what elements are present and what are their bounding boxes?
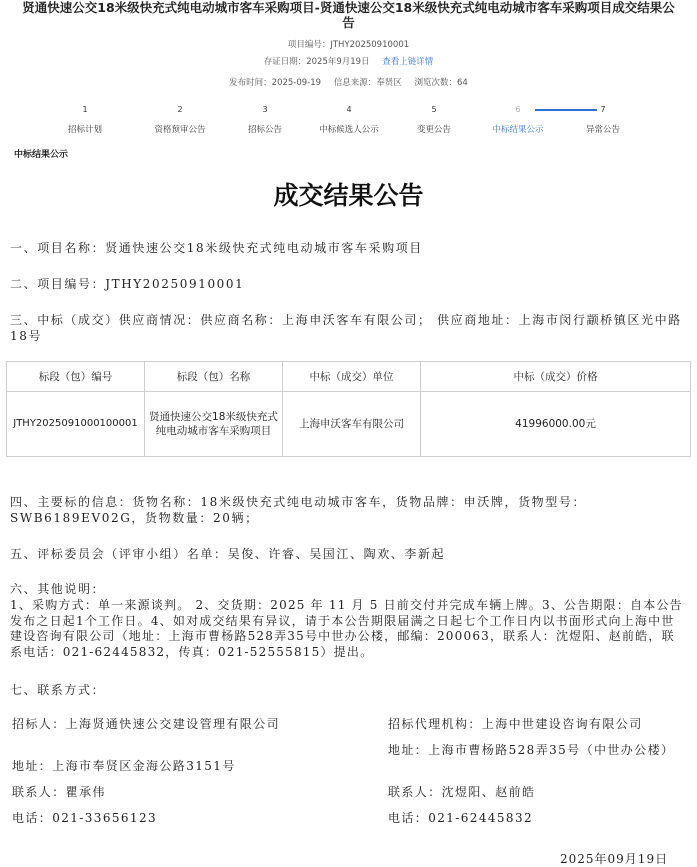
footer-date: 2025年09月19日: [560, 852, 669, 866]
project-number-line: [0, 38, 697, 50]
step-label: 资格预审公告: [154, 125, 206, 135]
column-header: 中标（成交）价格: [421, 362, 691, 392]
main-items-info: 四、主要标的信息：货物名称：18米级快充式纯电动城市客车，货物品牌：申沃牌，货物型号：SWB6189EV02G，货物数量：20辆；: [10, 495, 587, 525]
step-label: 中标候选人公示: [319, 125, 379, 135]
step-number: 1: [82, 105, 88, 114]
result-table: [6, 361, 691, 457]
deposit-line: [0, 55, 697, 67]
document-title: 成交结果公告: [273, 181, 424, 210]
project-number-label: 项目编号：: [287, 40, 331, 50]
step-4[interactable]: [304, 104, 394, 136]
step-7[interactable]: [558, 104, 648, 136]
step-6-active[interactable]: [473, 104, 563, 136]
column-header: 标段（包）名称: [145, 362, 283, 392]
project-code: 二、项目编号：JTHY20250910001: [10, 277, 245, 291]
step-number: 2: [177, 105, 183, 114]
page-title: 贤通快速公交18米级快充式纯电动城市客车采购项目-贤通快速公交18米级快充式纯电动城市客车采购项目成交结果公告: [22, 0, 675, 30]
step-number: 6: [515, 105, 521, 114]
column-header: 标段（包）编号: [7, 362, 145, 392]
step-3[interactable]: [220, 104, 310, 136]
tenderer-name: 招标人：上海贤通快速公交建设管理有限公司: [12, 717, 281, 731]
deposit-label: 存证日期：: [263, 57, 307, 67]
supplier-info: 三、中标（成交）供应商情况：供应商名称：上海申沃客车有限公司； 供应商地址：上海市闵行颛桥镇区光中路18号: [10, 313, 682, 343]
review-committee: 五、评标委员会（评审小组）名单：吴俊、许睿、吴国江、陶欢、李新起: [10, 547, 446, 561]
winning-unit-cell: 上海申沃客车有限公司: [283, 392, 421, 457]
deposit-date: 2025年9月19日: [306, 57, 370, 67]
step-label: 变更公告: [416, 125, 451, 135]
publish-time: 发布时间：2025-09-19: [229, 78, 322, 88]
agency-address: 地址：上海市曹杨路528弄35号（中世办公楼）: [388, 743, 675, 757]
process-steps: [40, 104, 690, 140]
agency-contact: 联系人：沈煜阳、赵前皓: [388, 785, 536, 799]
agency-phone: 电话：021-62445832: [388, 811, 534, 825]
publish-info-line: [0, 76, 697, 88]
step-label: 招标公告: [247, 125, 282, 135]
contact-section-title: 七、联系方式：: [10, 683, 106, 697]
info-source: 信息来源：奉贤区: [333, 78, 402, 88]
table-row: [7, 392, 691, 457]
step-number: 3: [262, 105, 268, 114]
column-header: 中标（成交）单位: [283, 362, 421, 392]
step-number: 7: [600, 105, 606, 114]
tenderer-address: 地址：上海市奉贤区金海公路3151号: [12, 759, 236, 773]
lot-number-cell: JTHY2025091000100001: [7, 392, 145, 457]
view-chain-details-link[interactable]: 查看上链详情: [382, 57, 434, 67]
other-notes-title: 六、其他说明：: [10, 582, 106, 596]
tenderer-phone: 电话：021-33656123: [12, 811, 158, 825]
step-label: 招标计划: [67, 125, 102, 135]
step-number: 4: [346, 105, 352, 114]
agency-name: 招标代理机构：上海中世建设咨询有限公司: [388, 717, 643, 731]
step-label: 异常公告: [585, 125, 620, 135]
other-notes-body: 1、采购方式：单一来源谈判。 2、交货期：2025 年 11 月 5 日前交付并完成车辆上牌。3、公告期限：自本公告发布之日起1个工作日。4、如对成交结果有异议，请于本公告期限届满之日起七个工作日内以书面形式向上海中世建设咨询有限公司（地址：上海市曹杨路528弄35号中世办公楼，邮编：200063，联系人：沈煜阳、赵前皓，联系电话：021-62445832，传真：021-52555815）提出。: [10, 598, 683, 659]
lot-name-cell: 贤通快速公交18米级快充式纯电动城市客车采购项目: [145, 392, 283, 457]
project-number: JTHY20250910001: [330, 40, 410, 50]
view-count: 浏览次数：64: [414, 78, 468, 88]
winning-price-cell: 41996000.00元: [421, 392, 691, 457]
step-number: 5: [431, 105, 437, 114]
step-5[interactable]: [389, 104, 479, 136]
project-name: 一、项目名称：贤通快速公交18米级快充式纯电动城市客车采购项目: [10, 241, 423, 255]
step-label: 中标结果公示: [492, 125, 544, 135]
section-label: 中标结果公示: [14, 150, 69, 160]
table-header-row: [7, 362, 691, 392]
step-2[interactable]: [135, 104, 225, 136]
step-1[interactable]: [40, 104, 130, 136]
tenderer-contact: 联系人：瞿承伟: [12, 785, 106, 799]
